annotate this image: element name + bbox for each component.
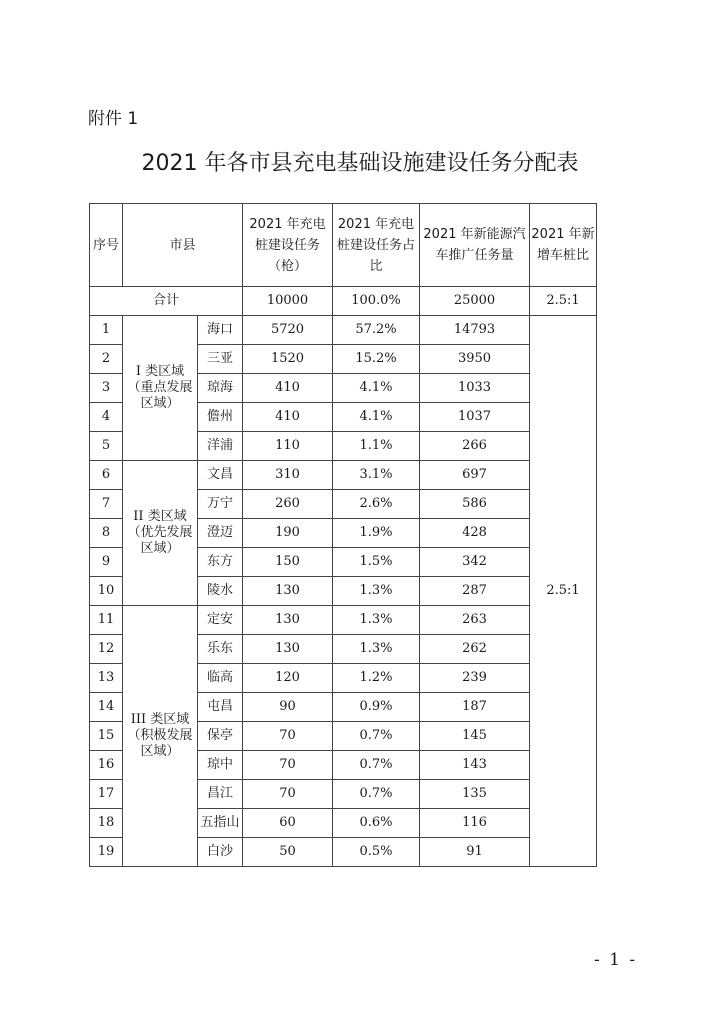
row-pct: 0.5% <box>333 838 420 867</box>
row-task: 190 <box>243 519 333 548</box>
region-line: II 类区域 <box>133 509 187 524</box>
row-seq: 18 <box>90 809 123 838</box>
row-task: 110 <box>243 432 333 461</box>
row-city: 陵水 <box>198 577 243 606</box>
row-task: 260 <box>243 490 333 519</box>
page-number: - 1 - <box>594 950 638 970</box>
total-pct: 100.0% <box>333 287 420 316</box>
header-charging-pct <box>333 204 420 287</box>
row-pct: 0.6% <box>333 809 420 838</box>
row-pct: 1.5% <box>333 548 420 577</box>
row-nev: 116 <box>420 809 530 838</box>
row-pct: 0.7% <box>333 751 420 780</box>
row-nev: 145 <box>420 722 530 751</box>
row-seq: 1 <box>90 316 123 345</box>
row-task: 410 <box>243 403 333 432</box>
row-pct: 0.7% <box>333 780 420 809</box>
region-line: （优先发展 <box>127 525 193 540</box>
row-city: 万宁 <box>198 490 243 519</box>
header-charging-task <box>243 204 333 287</box>
row-pct: 0.9% <box>333 693 420 722</box>
header-line: 2021 年新 <box>531 227 595 242</box>
region-cell <box>123 461 198 606</box>
region-line: I 类区域 <box>135 364 185 379</box>
region-line: （积极发展 <box>127 728 193 743</box>
row-nev: 287 <box>420 577 530 606</box>
row-city: 乐东 <box>198 635 243 664</box>
header-line: 2021 年新能源汽 <box>423 227 526 242</box>
region-cell <box>123 316 198 461</box>
row-city: 定安 <box>198 606 243 635</box>
row-seq: 8 <box>90 519 123 548</box>
row-nev: 1037 <box>420 403 530 432</box>
header-line: 桩建设任务占 <box>337 237 416 253</box>
row-pct: 1.3% <box>333 635 420 664</box>
row-task: 70 <box>243 751 333 780</box>
row-task: 130 <box>243 606 333 635</box>
row-pct: 57.2% <box>333 316 420 345</box>
row-task: 70 <box>243 722 333 751</box>
row-seq: 16 <box>90 751 123 780</box>
table-row <box>90 461 597 490</box>
row-nev: 187 <box>420 693 530 722</box>
region-line: III 类区域 <box>130 712 190 727</box>
region-line: 区域） <box>140 396 180 411</box>
row-task: 150 <box>243 548 333 577</box>
row-city: 洋浦 <box>198 432 243 461</box>
row-task: 130 <box>243 635 333 664</box>
row-nev: 342 <box>420 548 530 577</box>
row-city: 东方 <box>198 548 243 577</box>
total-row <box>90 287 597 316</box>
attachment-label: 附件 1 <box>88 109 139 129</box>
row-city: 白沙 <box>198 838 243 867</box>
row-pct: 3.1% <box>333 461 420 490</box>
row-city: 屯昌 <box>198 693 243 722</box>
row-seq: 7 <box>90 490 123 519</box>
header-line: 车推广任务量 <box>435 248 514 263</box>
header-line: 增车桩比 <box>537 248 590 263</box>
total-nev: 25000 <box>420 287 530 316</box>
region-cell <box>123 606 198 867</box>
row-nev: 1033 <box>420 374 530 403</box>
row-nev: 14793 <box>420 316 530 345</box>
row-task: 5720 <box>243 316 333 345</box>
row-city: 昌江 <box>198 780 243 809</box>
row-seq: 6 <box>90 461 123 490</box>
row-nev: 262 <box>420 635 530 664</box>
row-nev: 428 <box>420 519 530 548</box>
region-line: 区域） <box>140 541 180 556</box>
row-city: 琼中 <box>198 751 243 780</box>
row-nev: 143 <box>420 751 530 780</box>
row-seq: 2 <box>90 345 123 374</box>
row-pct: 1.3% <box>333 577 420 606</box>
row-seq: 19 <box>90 838 123 867</box>
row-city: 保亭 <box>198 722 243 751</box>
header-line: （枪） <box>268 258 308 274</box>
header-seq: 序号 <box>90 204 123 287</box>
row-nev: 697 <box>420 461 530 490</box>
row-pct: 1.2% <box>333 664 420 693</box>
header-nev-task <box>420 204 530 287</box>
row-nev: 135 <box>420 780 530 809</box>
region-line: 区域） <box>140 744 180 759</box>
row-seq: 4 <box>90 403 123 432</box>
row-task: 310 <box>243 461 333 490</box>
row-seq: 10 <box>90 577 123 606</box>
row-city: 海口 <box>198 316 243 345</box>
row-pct: 1.1% <box>333 432 420 461</box>
total-label: 合计 <box>90 287 243 316</box>
row-seq: 13 <box>90 664 123 693</box>
row-pct: 4.1% <box>333 403 420 432</box>
table-header-row <box>90 204 597 287</box>
row-seq: 12 <box>90 635 123 664</box>
row-pct: 15.2% <box>333 345 420 374</box>
row-city: 五指山 <box>198 809 243 838</box>
header-line: 比 <box>369 258 383 274</box>
row-pct: 2.6% <box>333 490 420 519</box>
row-task: 60 <box>243 809 333 838</box>
row-task: 90 <box>243 693 333 722</box>
table-row <box>90 606 597 635</box>
row-task: 120 <box>243 664 333 693</box>
region-line: （重点发展 <box>127 380 193 395</box>
total-task: 10000 <box>243 287 333 316</box>
row-city: 澄迈 <box>198 519 243 548</box>
row-task: 70 <box>243 780 333 809</box>
row-task: 410 <box>243 374 333 403</box>
row-task: 50 <box>243 838 333 867</box>
header-ratio <box>530 204 597 287</box>
row-nev: 3950 <box>420 345 530 374</box>
row-city: 文昌 <box>198 461 243 490</box>
row-city: 临高 <box>198 664 243 693</box>
row-nev: 239 <box>420 664 530 693</box>
row-pct: 4.1% <box>333 374 420 403</box>
total-ratio: 2.5:1 <box>530 287 597 316</box>
row-nev: 91 <box>420 838 530 867</box>
row-seq: 14 <box>90 693 123 722</box>
row-seq: 17 <box>90 780 123 809</box>
shared-ratio: 2.5:1 <box>530 316 597 867</box>
header-line: 2021 年充电 <box>249 216 326 232</box>
document-title: 2021 年各市县充电基础设施建设任务分配表 <box>141 151 579 176</box>
row-nev: 586 <box>420 490 530 519</box>
task-allocation-table <box>89 203 597 867</box>
row-task: 1520 <box>243 345 333 374</box>
row-nev: 263 <box>420 606 530 635</box>
header-city: 市县 <box>123 204 243 287</box>
row-city: 儋州 <box>198 403 243 432</box>
row-seq: 9 <box>90 548 123 577</box>
row-seq: 11 <box>90 606 123 635</box>
row-pct: 0.7% <box>333 722 420 751</box>
row-pct: 1.3% <box>333 606 420 635</box>
header-line: 桩建设任务 <box>255 237 321 253</box>
table-row <box>90 316 597 345</box>
row-pct: 1.9% <box>333 519 420 548</box>
row-seq: 5 <box>90 432 123 461</box>
row-city: 三亚 <box>198 345 243 374</box>
header-line: 2021 年充电 <box>337 216 415 232</box>
row-seq: 3 <box>90 374 123 403</box>
row-task: 130 <box>243 577 333 606</box>
row-nev: 266 <box>420 432 530 461</box>
row-city: 琼海 <box>198 374 243 403</box>
row-seq: 15 <box>90 722 123 751</box>
